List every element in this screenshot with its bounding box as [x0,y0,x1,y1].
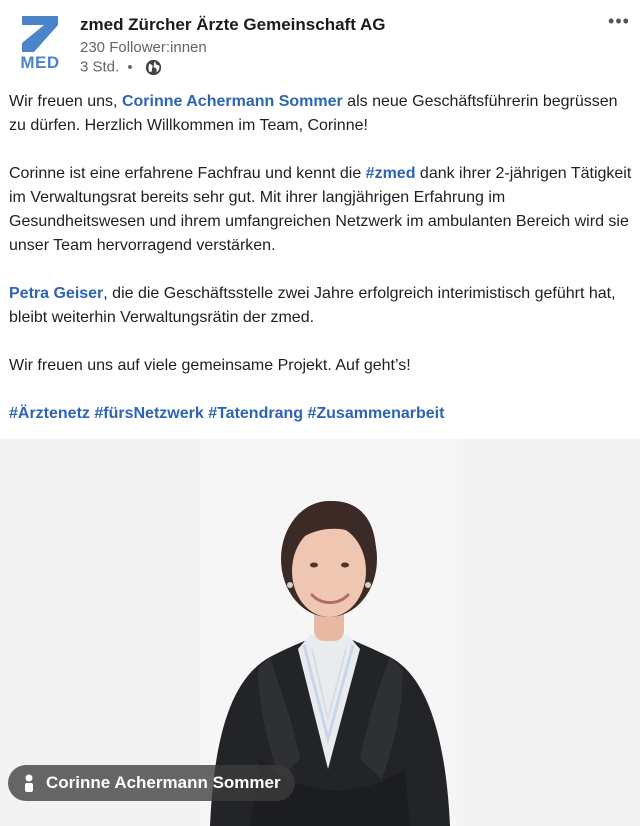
person-tag-label: Corinne Achermann Sommer [46,773,281,792]
person-tag-pill[interactable] [8,765,295,801]
mention-corinne[interactable]: Corinne Achermann Sommer [121,93,343,110]
paragraph-3: Petra Geiser, die die Geschäftsstelle zwei Jahre erfolgreich interimistisch geführt hat, bleibt weiterhin Verwaltungsrätin der zmed. [9,285,616,326]
post-image[interactable] [0,439,640,826]
zmed-logo-icon [16,14,64,54]
hashtag-zmed[interactable]: #zmed [365,165,416,182]
paragraph-4: Wir freuen uns auf viele gemeinsame Projekt. Auf geht’s! [9,357,411,374]
hashtag-tatendrang[interactable]: #Tatendrang [208,405,304,422]
post-time: 3 Std. [80,58,120,76]
paragraph-1: Wir freuen uns, Corinne Achermann Sommer als neue Geschäftsführerin begrüssen zu dürfen. Herzlich Willkommen im Team, Corinne! [9,93,618,134]
hashtag-aerztenetz[interactable]: #Ärztenetz [9,405,90,422]
paragraph-2: Corinne ist eine erfahrene Fachfrau und kennt die #zmed dank ihrer 2-jährigen Tätigkeit im Verwaltungsrat bereits sehr gut. Mit ihrer langjährigen Erfahrung im Gesundheitswesen und ihrem umfangreichen Netzwerk im ambulanten Bereich wird sie unser Team hervorragend verstärken. [9,165,632,254]
post-time-row [80,58,162,78]
logo-text: MED [20,53,60,72]
hashtag-zusammenarbeit[interactable]: #Zusammenarbeit [307,405,445,422]
more-options-button[interactable]: ••• [608,11,630,31]
company-name[interactable]: zmed Zürcher Ärzte Gemeinschaft AG [80,15,386,34]
hashtag-fuersnetzwerk[interactable]: #fürsNetzwerk [94,405,204,422]
post-header [0,0,640,84]
mention-petra[interactable]: Petra Geiser [9,285,104,302]
separator-dot: • [127,58,133,76]
globe-icon [145,59,162,76]
post-text [9,90,634,450]
hashtag-list [9,402,634,426]
person-icon [22,774,36,792]
follower-count: 230 Follower:innen [80,39,207,56]
company-logo[interactable] [16,14,64,70]
